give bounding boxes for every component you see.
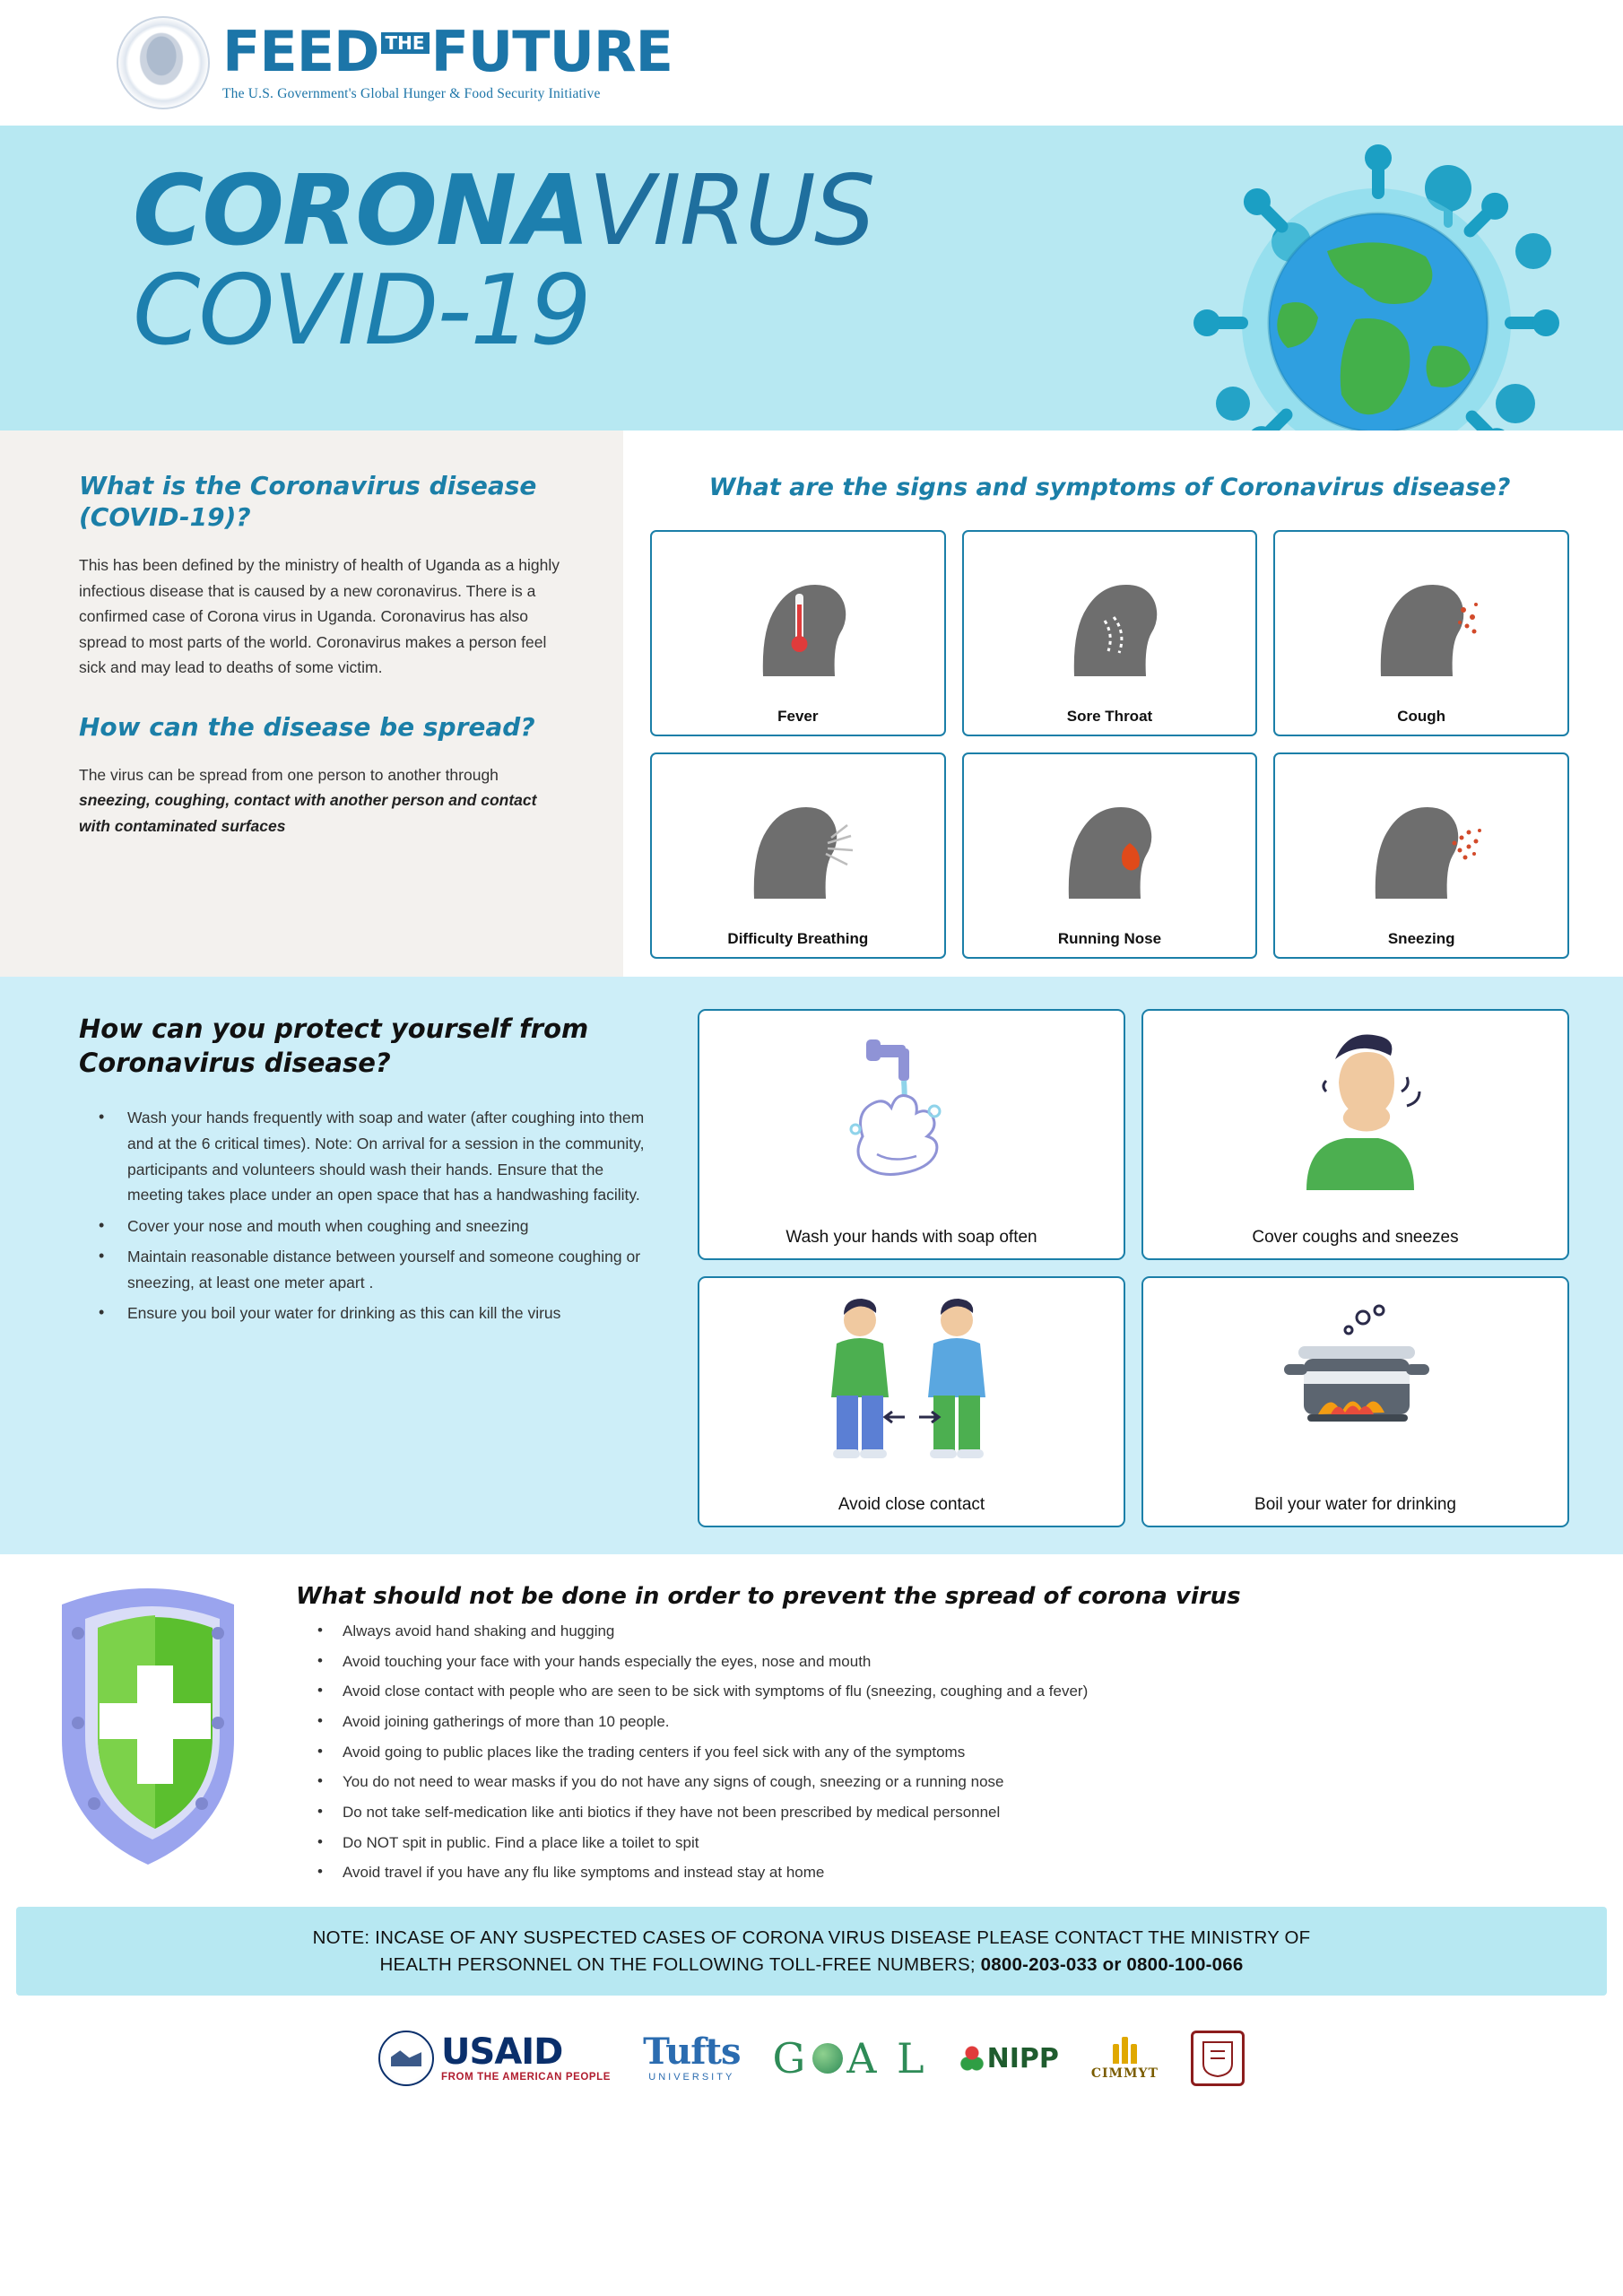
note-line-2: [52, 1952, 1571, 1979]
spread-text-plain: The virus can be spread from one person to another through: [79, 765, 499, 784]
usaid-tagline: FROM THE AMERICAN PEOPLE: [441, 2072, 612, 2083]
symptoms-panel: [623, 430, 1623, 977]
symptoms-grid: [650, 530, 1569, 959]
protect-card-label: Cover coughs and sneezes: [1252, 1228, 1459, 1248]
symptom-card-running-nose: [962, 752, 1258, 959]
about-paragraph: This has been defined by the ministry of health of Uganda as a highly infectious disease that is caused by a new coronavirus. There is a confirmed case of Corona virus in Uganda. Coronavirus has also spread to most parts of the world. Coronavirus makes a person feel sick and may lead to deaths of some victim.: [79, 556, 560, 677]
list-item: • Wash your hands frequently with soap and water (after coughing into them and at the 6 critical times). Note: On arrival for a session in the community, participants and volunteers should wash their hands. Ensure that the meeting takes place under an open space that has a handwashing facility.: [79, 1105, 646, 1207]
logo-cimmyt: [1091, 2037, 1159, 2081]
feed-the-future-title: [222, 18, 673, 84]
note-line-1: NOTE: INCASE OF ANY SUSPECTED CASES OF CORONA VIRUS DISEASE PLEASE CONTACT THE MINISTRY OF: [312, 1926, 1311, 1948]
spread-heading: How can the disease be spread?: [79, 711, 535, 742]
symptom-card-cough: [1273, 530, 1569, 736]
tufts-subtitle: UNIVERSITY: [648, 2072, 735, 2083]
goal-globe-icon: [812, 2043, 843, 2074]
university-crest-icon: [1191, 2031, 1245, 2086]
symptom-card-difficulty-breathing: [650, 752, 946, 959]
cover-cough-icon: [1143, 1011, 1567, 1226]
logo-tagline: The U.S. Government's Global Hunger & Food Security Initiative: [222, 85, 601, 101]
list-item: • Avoid close contact with people who are seen to be sick with symptoms of flu (sneezing, coughing and a fever): [296, 1681, 1551, 1703]
protect-cards-panel: [681, 977, 1623, 1554]
logo-university-crest: [1191, 2031, 1245, 2086]
logo-text-feed: FEED: [222, 18, 379, 84]
note-phone-numbers: 0800-203-033 or 0800-100-066: [980, 1953, 1244, 1975]
protect-card-label: Wash your hands with soap often: [785, 1228, 1037, 1248]
logo-text-the: THE: [381, 32, 430, 54]
logo-text-future: FUTURE: [430, 18, 673, 84]
health-shield-icon: [0, 1570, 296, 1892]
donts-heading: What should not be done in order to prevent the spread of corona virus: [296, 1583, 1241, 1611]
emergency-note-banner: [16, 1907, 1607, 1996]
donts-section: [0, 1554, 1623, 1901]
hero-title-virus: VIRUS: [588, 155, 874, 267]
hero-title-covid19: COVID-19: [133, 254, 590, 367]
list-item: • Avoid touching your face with your hands especially the eyes, nose and mouth: [296, 1651, 1551, 1674]
list-item: • Do not take self-medication like anti biotics if they have not been prescribed by medical personnel: [296, 1802, 1551, 1824]
hero-banner: [0, 126, 1623, 430]
about-heading: What is the Coronavirus disease (COVID-19)?: [79, 471, 537, 532]
protect-card-cover-cough: [1141, 1009, 1569, 1260]
partner-logos-footer: [0, 1996, 1623, 2121]
thermometer-head-icon: [652, 532, 944, 704]
protect-heading: How can you protect yourself from Coronavirus disease?: [79, 1013, 589, 1078]
goal-wordmark: G A L: [772, 2034, 928, 2083]
symptom-label: Fever: [777, 708, 819, 726]
list-item: • Ensure you boil your water for drinking as this can kill the virus: [79, 1300, 646, 1326]
logo-tufts: [643, 2031, 741, 2083]
protect-bullet-list: [79, 1105, 646, 1326]
symptom-card-sore-throat: [962, 530, 1258, 736]
nipp-mark-icon: [960, 2045, 984, 2072]
breathing-head-icon: [652, 754, 944, 926]
symptom-label: Sore Throat: [1066, 708, 1153, 726]
protect-card-avoid-contact: [698, 1276, 1125, 1527]
protect-card-label: Boil your water for drinking: [1254, 1495, 1456, 1515]
page-header: [0, 0, 1623, 126]
usaid-wordmark: USAID: [441, 2031, 563, 2074]
nipp-wordmark: NIPP: [986, 2042, 1059, 2074]
sore-throat-head-icon: [964, 532, 1256, 704]
protect-grid: [698, 1009, 1569, 1527]
spread-paragraph: [79, 762, 569, 839]
usaid-seal-icon: [378, 2031, 434, 2086]
list-item: • Always avoid hand shaking and hugging: [296, 1621, 1551, 1643]
protect-section: [0, 977, 1623, 1554]
symptom-label: Difficulty Breathing: [727, 930, 869, 948]
list-item: • Avoid joining gatherings of more than 10 people.: [296, 1711, 1551, 1734]
protect-card-boil-water: [1141, 1276, 1569, 1527]
list-item: • Cover your nose and mouth when coughing and sneezing: [79, 1213, 646, 1239]
list-item: • Do NOT spit in public. Find a place like a toilet to spit: [296, 1832, 1551, 1855]
list-item: • You do not need to wear masks if you do not have any signs of cough, sneezing or a running nose: [296, 1771, 1551, 1794]
logo-usaid: [378, 2031, 611, 2086]
about-panel: [0, 430, 623, 977]
handwashing-icon: [699, 1011, 1124, 1226]
logo-nipp: [960, 2043, 1059, 2074]
logo-goal: [772, 2034, 927, 2083]
symptom-card-fever: [650, 530, 946, 736]
donts-body: [296, 1570, 1623, 1892]
list-item: • Avoid travel if you have any flu like symptoms and instead stay at home: [296, 1862, 1551, 1884]
about-and-symptoms-section: [0, 430, 1623, 977]
protect-card-handwashing: [698, 1009, 1125, 1260]
list-item: • Maintain reasonable distance between yourself and someone coughing or sneezing, at least one meter apart .: [79, 1244, 646, 1295]
social-distance-icon: [699, 1278, 1124, 1493]
symptom-label: Cough: [1397, 708, 1446, 726]
cimmyt-maize-icon: [1091, 2037, 1159, 2064]
symptom-label: Running Nose: [1057, 930, 1162, 948]
list-item: • Avoid going to public places like the trading centers if you feel sick with any of the symptoms: [296, 1742, 1551, 1764]
protect-text-panel: [0, 977, 681, 1554]
symptom-label: Sneezing: [1387, 930, 1455, 948]
tufts-wordmark: Tufts: [643, 2031, 741, 2074]
hero-title: [133, 155, 874, 367]
cough-head-icon: [1275, 532, 1567, 704]
running-nose-head-icon: [964, 754, 1256, 926]
cimmyt-wordmark: CIMMYT: [1090, 2066, 1159, 2081]
hero-title-corona: CORONA: [133, 155, 589, 267]
symptoms-heading: What are the signs and symptoms of Coronavirus disease?: [708, 474, 1511, 501]
spread-text-emphasis: sneezing, coughing, contact with another person and contact with contaminated surfaces: [79, 791, 537, 835]
protect-card-label: Avoid close contact: [838, 1495, 985, 1515]
us-government-seal-icon: [117, 16, 210, 109]
feed-the-future-logo: [222, 18, 673, 102]
coronavirus-globe-icon: [1148, 135, 1569, 430]
boiling-pot-icon: [1143, 1278, 1567, 1493]
donts-list: [296, 1621, 1551, 1884]
note-line-2-prefix: HEALTH PERSONNEL ON THE FOLLOWING TOLL-FREE NUMBERS;: [379, 1953, 981, 1975]
symptom-card-sneezing: [1273, 752, 1569, 959]
sneezing-head-icon: [1275, 754, 1567, 926]
